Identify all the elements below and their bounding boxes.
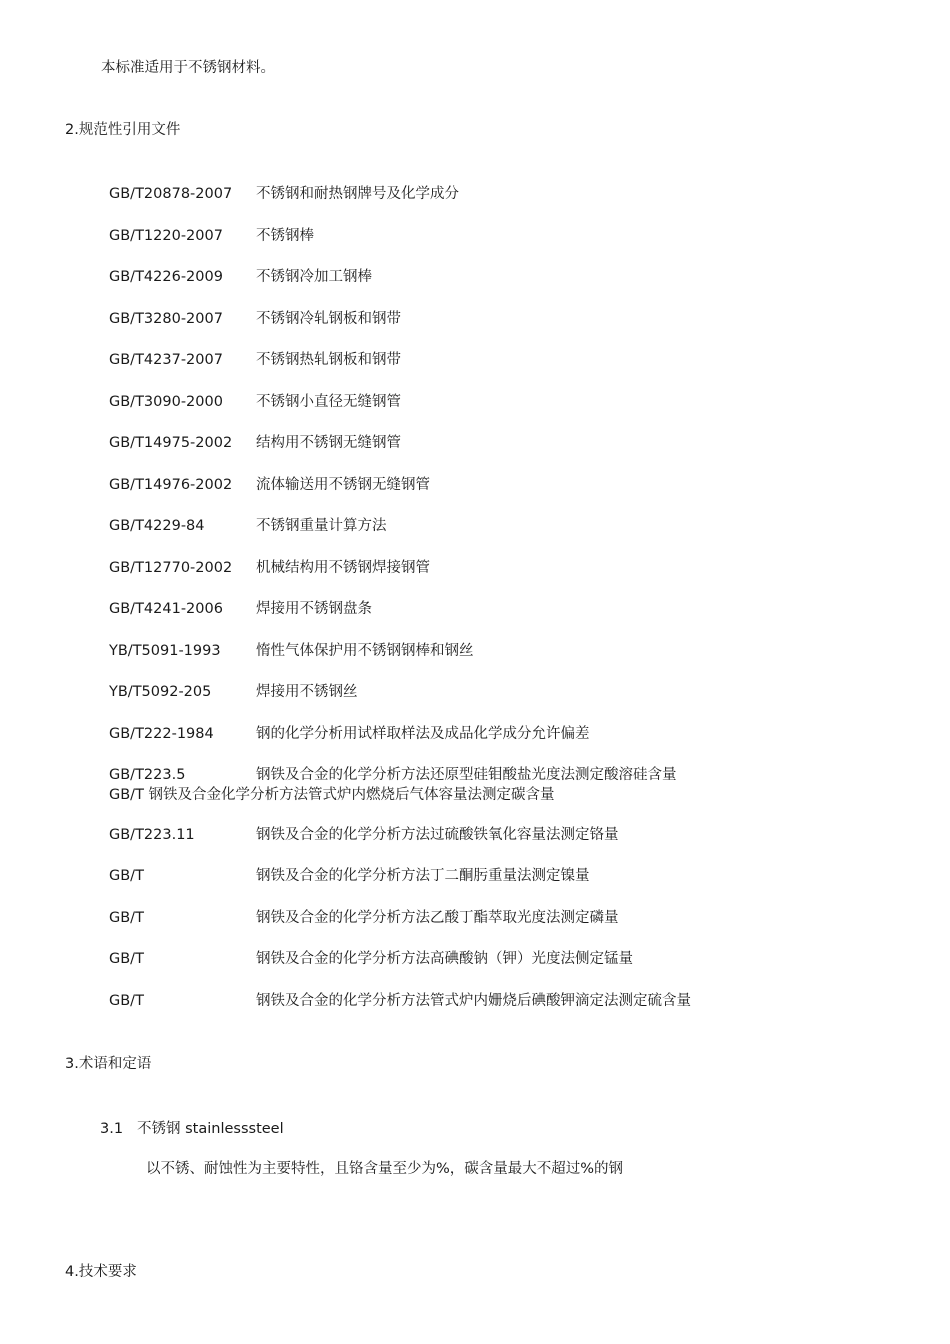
scope-text: 本标准适用于不锈钢材料。 <box>101 60 275 76</box>
term-name: 不锈钢 stainlesssteel <box>137 1121 284 1137</box>
reference-title: 结构用不锈钢无缝钢管 <box>256 435 401 451</box>
reference-title: 惰性气体保护用不锈钢钢棒和钢丝 <box>256 643 474 659</box>
reference-title: 不锈钢重量计算方法 <box>256 518 387 534</box>
reference-title: 焊接用不锈钢丝 <box>256 684 358 700</box>
reference-code: GB/T14975-2002 <box>109 435 233 451</box>
reference-code: GB/T4237-2007 <box>109 352 223 368</box>
term-definition: 以不锈、耐蚀性为主要特性，且铬含量至少为%，碳含量最大不超过%的钢 <box>146 1161 624 1177</box>
reference-code: GB/T12770-2002 <box>109 560 233 576</box>
reference-title: 不锈钢棒 <box>256 228 314 244</box>
reference-code: GB/T20878-2007 <box>109 186 233 202</box>
reference-code: GB/T3090-2000 <box>109 394 223 410</box>
reference-code: GB/T223.5 <box>109 767 186 783</box>
reference-code: GB/T222-1984 <box>109 726 214 742</box>
reference-code: GB/T14976-2002 <box>109 477 233 493</box>
reference-title: 不锈钢热轧钢板和钢带 <box>256 352 401 368</box>
section-3-heading: 3.术语和定语 <box>65 1056 152 1072</box>
reference-title: 焊接用不锈钢盘条 <box>256 601 372 617</box>
reference-title: 不锈钢冷轧钢板和钢带 <box>256 311 401 327</box>
reference-title: 钢铁及合金的化学分析方法高碘酸钠（钾）光度法侧定锰量 <box>256 951 633 967</box>
reference-code: GB/T4241-2006 <box>109 601 223 617</box>
term-number: 3.1 <box>100 1121 124 1137</box>
reference-extra-line: GB/T 钢铁及合金化学分析方法管式炉内燃烧后气体容量法测定碳含量 <box>109 787 555 803</box>
reference-code: GB/T <box>109 993 144 1009</box>
reference-code: GB/T4226-2009 <box>109 269 223 285</box>
reference-code: GB/T <box>109 910 144 926</box>
reference-code: YB/T5092-205 <box>109 684 212 700</box>
reference-title: 不锈钢小直径无缝钢管 <box>256 394 401 410</box>
reference-title: 钢的化学分析用试样取样法及成品化学成分允许偏差 <box>256 726 590 742</box>
section-2-heading: 2.规范性引用文件 <box>65 122 181 138</box>
reference-code: GB/T223.11 <box>109 827 195 843</box>
reference-code: GB/T1220-2007 <box>109 228 223 244</box>
reference-title: 钢铁及合金的化学分析方法管式炉内姗烧后碘酸钾滴定法测定硫含量 <box>256 993 691 1009</box>
reference-title: 不锈钢冷加工钢棒 <box>256 269 372 285</box>
reference-title: 钢铁及合金的化学分析方法乙酸丁酯萃取光度法测定磷量 <box>256 910 619 926</box>
reference-title: 钢铁及合金的化学分析方法过硫酸铁氧化容量法测定铬量 <box>256 827 619 843</box>
reference-code: GB/T3280-2007 <box>109 311 223 327</box>
reference-title: 钢铁及合金的化学分析方法丁二酮肟重量法测定镍量 <box>256 868 590 884</box>
reference-code: YB/T5091-1993 <box>109 643 221 659</box>
reference-title: 机械结构用不锈钢焊接钢管 <box>256 560 430 576</box>
reference-code: GB/T <box>109 951 144 967</box>
reference-code: GB/T4229-84 <box>109 518 205 534</box>
reference-title: 钢铁及合金的化学分析方法还原型硅钼酸盐光度法测定酸溶硅含量 <box>256 767 677 783</box>
reference-code: GB/T <box>109 868 144 884</box>
reference-title: 不锈钢和耐热钢牌号及化学成分 <box>256 186 459 202</box>
reference-title: 流体输送用不锈钢无缝钢管 <box>256 477 430 493</box>
section-4-heading: 4.技术要求 <box>65 1264 137 1280</box>
